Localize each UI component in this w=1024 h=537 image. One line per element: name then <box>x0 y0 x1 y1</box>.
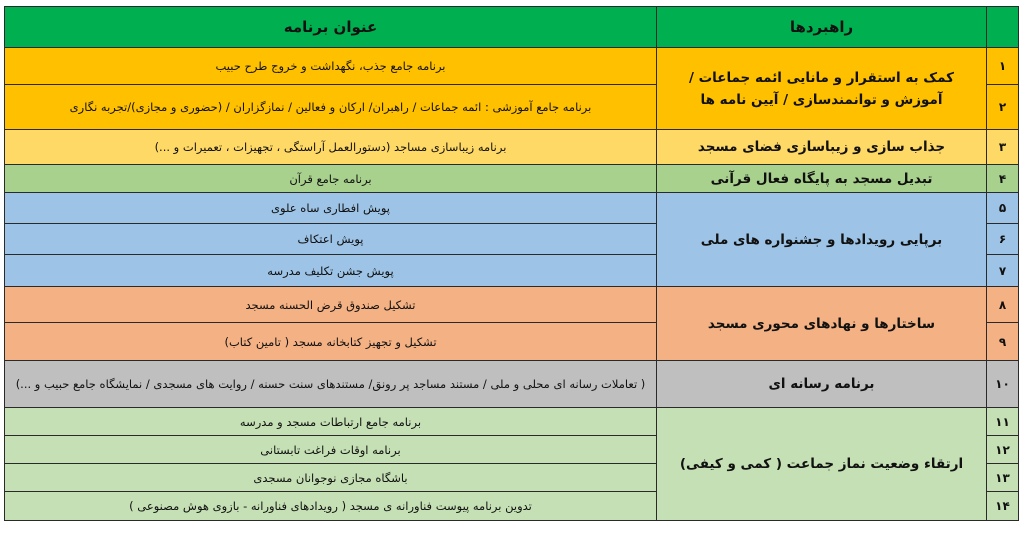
program-cell: تشکیل صندوق قرض الحسنه مسجد <box>5 287 657 323</box>
program-cell: پویش اعتکاف <box>5 224 657 255</box>
program-cell: تدوین برنامه پیوست فناورانه ی مسجد ( رویدادهای فناورانه - بازوی هوش مصنوعی ) <box>5 492 657 521</box>
table-row <box>5 130 1019 165</box>
row-number: ۹ <box>987 323 1019 361</box>
table-row <box>5 48 1019 85</box>
header-strategies: راهبردها <box>657 7 987 48</box>
program-cell: پویش جشن تکلیف مدرسه <box>5 255 657 287</box>
strategy-cell: برپایی رویدادها و جشنواره های ملی <box>657 193 987 287</box>
row-number: ۱ <box>987 48 1019 85</box>
program-cell: برنامه جامع قرآن <box>5 165 657 193</box>
strategy-program-table <box>4 6 1019 521</box>
header-program-title: عنوان برنامه <box>5 7 657 48</box>
row-number: ۷ <box>987 255 1019 287</box>
program-cell: تشکیل و تجهیز کتابخانه مسجد ( تامین کتاب) <box>5 323 657 361</box>
program-cell: برنامه اوقات فراغت تابستانی <box>5 436 657 464</box>
strategy-cell: ساختارها و نهادهای محوری مسجد <box>657 287 987 361</box>
row-number: ۴ <box>987 165 1019 193</box>
row-number: ۲ <box>987 85 1019 130</box>
row-number: ۳ <box>987 130 1019 165</box>
program-cell: باشگاه مجازی نوجوانان مسجدی <box>5 464 657 492</box>
row-number: ۸ <box>987 287 1019 323</box>
row-number: ۱۳ <box>987 464 1019 492</box>
program-cell: برنامه جامع ارتباطات مسجد و مدرسه <box>5 408 657 436</box>
header-row <box>5 7 1019 48</box>
strategy-cell: تبدیل مسجد به پایگاه فعال قرآنی <box>657 165 987 193</box>
row-number: ۵ <box>987 193 1019 224</box>
row-number: ۱۰ <box>987 361 1019 408</box>
header-number <box>987 7 1019 48</box>
program-cell: برنامه جامع جذب، نگهداشت و خروج طرح حبیب <box>5 48 657 85</box>
table-row <box>5 287 1019 323</box>
table-row <box>5 165 1019 193</box>
strategy-cell: برنامه رسانه ای <box>657 361 987 408</box>
program-cell: ( تعاملات رسانه ای محلی و ملی / مستند مساجد پر رونق/ مستندهای سنت حسنه / روایت های مسجدی / نمایشگاه جامع حبیب و ...) <box>5 361 657 408</box>
table-row <box>5 408 1019 436</box>
program-cell: پویش افطاری ساه علوی <box>5 193 657 224</box>
strategy-cell: کمک به استقرار و مانایی ائمه جماعات / آموزش و توانمندسازی / آیین نامه ها <box>657 48 987 130</box>
program-cell: برنامه جامع آموزشی : ائمه جماعات / راهبران/ ارکان و فعالین / نمازگزاران / (حضوری و مجازی)/تجربه نگاری <box>5 85 657 130</box>
table-row <box>5 193 1019 224</box>
strategy-cell: ارتقاء وضعیت نماز جماعت ( کمی و کیفی) <box>657 408 987 521</box>
row-number: ۶ <box>987 224 1019 255</box>
strategy-cell: جذاب سازی و زیباسازی فضای مسجد <box>657 130 987 165</box>
table-row <box>5 361 1019 408</box>
row-number: ۱۲ <box>987 436 1019 464</box>
strategy-program-table-frame <box>4 6 1018 532</box>
row-number: ۱۴ <box>987 492 1019 521</box>
program-cell: برنامه زیباسازی مساجد (دستورالعمل آراستگی ، تجهیزات ، تعمیرات و ...) <box>5 130 657 165</box>
row-number: ۱۱ <box>987 408 1019 436</box>
